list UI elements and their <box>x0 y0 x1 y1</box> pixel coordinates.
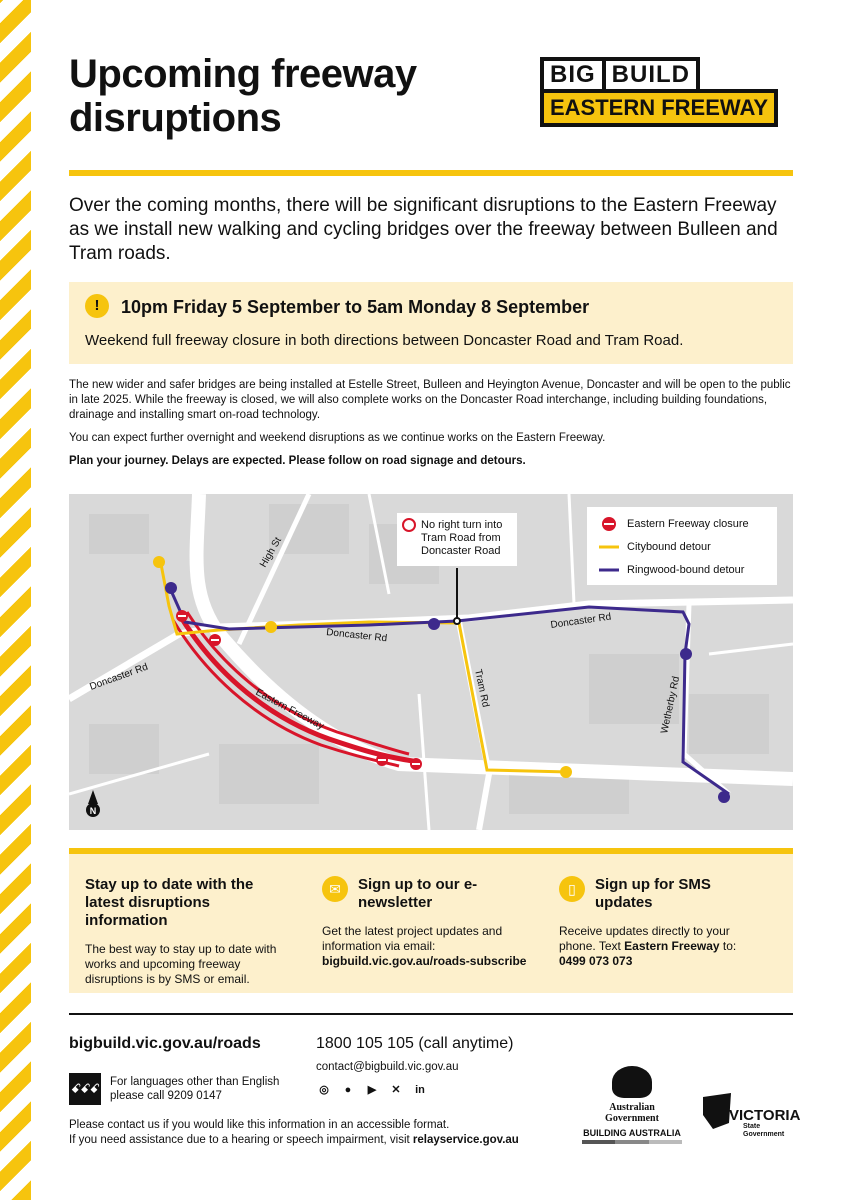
footer-languages: For languages other than English please call 9209 0147 <box>110 1076 280 1102</box>
logo-big: BIG <box>540 57 606 93</box>
intro-paragraph: Over the coming months, there will be significant disruptions to the Eastern Freeway as we install new walking and cycling bridges over the freeway between Bulleen and Tram roads. <box>69 195 778 264</box>
no-right-turn-callout <box>397 513 517 566</box>
instagram-icon[interactable]: ◎ <box>319 1084 329 1096</box>
closure-alert <box>69 282 793 364</box>
updates-info-column <box>85 876 295 987</box>
sms-title: Sign up for SMS updates <box>595 876 711 911</box>
label-doncaster-rd-2: Doncaster Rd <box>88 661 150 693</box>
label-eastern-freeway: Eastern Freeway <box>253 686 326 733</box>
callout-dot <box>454 618 460 624</box>
updates-info-text: The best way to stay up to date with works and upcoming freeway disruptions is by SMS or email. <box>85 942 277 986</box>
side-stripe <box>0 0 31 1200</box>
big-build-logo <box>540 57 792 133</box>
x-icon[interactable]: ✕ <box>391 1084 401 1096</box>
newsletter-column <box>322 876 532 969</box>
label-wetherby-rd: Wetherby Rd <box>659 675 683 735</box>
alert-text: Weekend full freeway closure in both directions between Doncaster Road and Tram Road. <box>85 332 684 349</box>
updates-info-title: Stay up to date with the latest disruptions information <box>85 876 254 929</box>
phone-icon: ▯ <box>559 876 585 902</box>
body-paragraph-2: You can expect further overnight and weekend disruptions as we continue works on the Eastern Freeway. <box>69 432 606 444</box>
youtube-icon[interactable]: ▶ <box>367 1084 377 1096</box>
newsletter-link[interactable]: bigbuild.vic.gov.au/roads-subscribe <box>322 954 527 968</box>
victoria-government-logo: VICTORIA State Government <box>703 1093 795 1143</box>
footer-accessibility: Please contact us if you would like this information in an accessible format. If you need assistance due to a hearing or speech impairment, visit relayservice.gov.au <box>69 1119 519 1146</box>
relay-service-link[interactable]: relayservice.gov.au <box>412 1134 519 1146</box>
yellow-divider <box>69 170 793 176</box>
footer-divider <box>69 1013 793 1015</box>
alert-title: 10pm Friday 5 September to 5am Monday 8 September <box>121 297 590 317</box>
body-paragraph-1: The new wider and safer bridges are being installed at Estelle Street, Bulleen and Heyington Avenue, Doncaster and will be open to the public in late 2025. While the freeway is closed, we will also complete works on the Doncaster Road interchange, including building foundations, drainage and installing smart on-road technology. <box>69 379 791 421</box>
newsletter-title: Sign up to our e-newsletter <box>358 876 478 911</box>
no-right-turn-icon <box>402 518 416 532</box>
map-legend: Eastern Freeway closure Citybound detour Ringwood-bound detour <box>587 507 777 585</box>
logo-build: BUILD <box>602 57 700 93</box>
body-paragraph-3: Plan your journey. Delays are expected. Please follow on road signage and detours. <box>69 455 526 467</box>
footer-email[interactable]: contact@bigbuild.vic.gov.au <box>316 1061 459 1073</box>
victoria-map-icon <box>703 1093 731 1129</box>
email-icon: ✉ <box>322 876 348 902</box>
warning-icon: ! <box>85 294 109 318</box>
linkedin-icon[interactable]: in <box>415 1084 425 1096</box>
social-icons <box>316 1082 428 1098</box>
footer-phone: 1800 105 105 (call anytime) <box>316 1035 514 1052</box>
coat-of-arms-icon <box>612 1066 652 1098</box>
sms-text: Receive updates directly to your phone. Text Eastern Freeway to: <box>559 924 737 953</box>
body-text <box>69 378 793 477</box>
newsletter-text: Get the latest project updates and information via email: <box>322 924 503 953</box>
sms-column <box>559 876 769 969</box>
facebook-icon[interactable]: ● <box>344 1084 352 1096</box>
building-australia-bar <box>582 1140 682 1144</box>
interpreter-icon: ꗃꗃꗃ <box>69 1073 101 1105</box>
label-doncaster-rd-3: Doncaster Rd <box>549 611 612 631</box>
updates-panel <box>69 848 793 993</box>
sms-number: 0499 073 073 <box>559 954 633 968</box>
logo-eastern-freeway: EASTERN FREEWAY <box>540 89 778 127</box>
label-high-st: High St <box>258 535 284 570</box>
callout-text: No right turn into Tram Road from Doncaster Road <box>421 519 503 557</box>
footer-url[interactable]: bigbuild.vic.gov.au/roads <box>69 1035 261 1052</box>
label-doncaster-rd-1: Doncaster Rd <box>325 627 388 645</box>
australian-government-logo: Australian Government BUILDING AUSTRALIA <box>582 1066 682 1136</box>
svg-text:N: N <box>89 806 97 816</box>
page-title: Upcoming freeway disruptions <box>69 52 417 140</box>
label-tram-rd: Tram Rd <box>472 668 491 709</box>
